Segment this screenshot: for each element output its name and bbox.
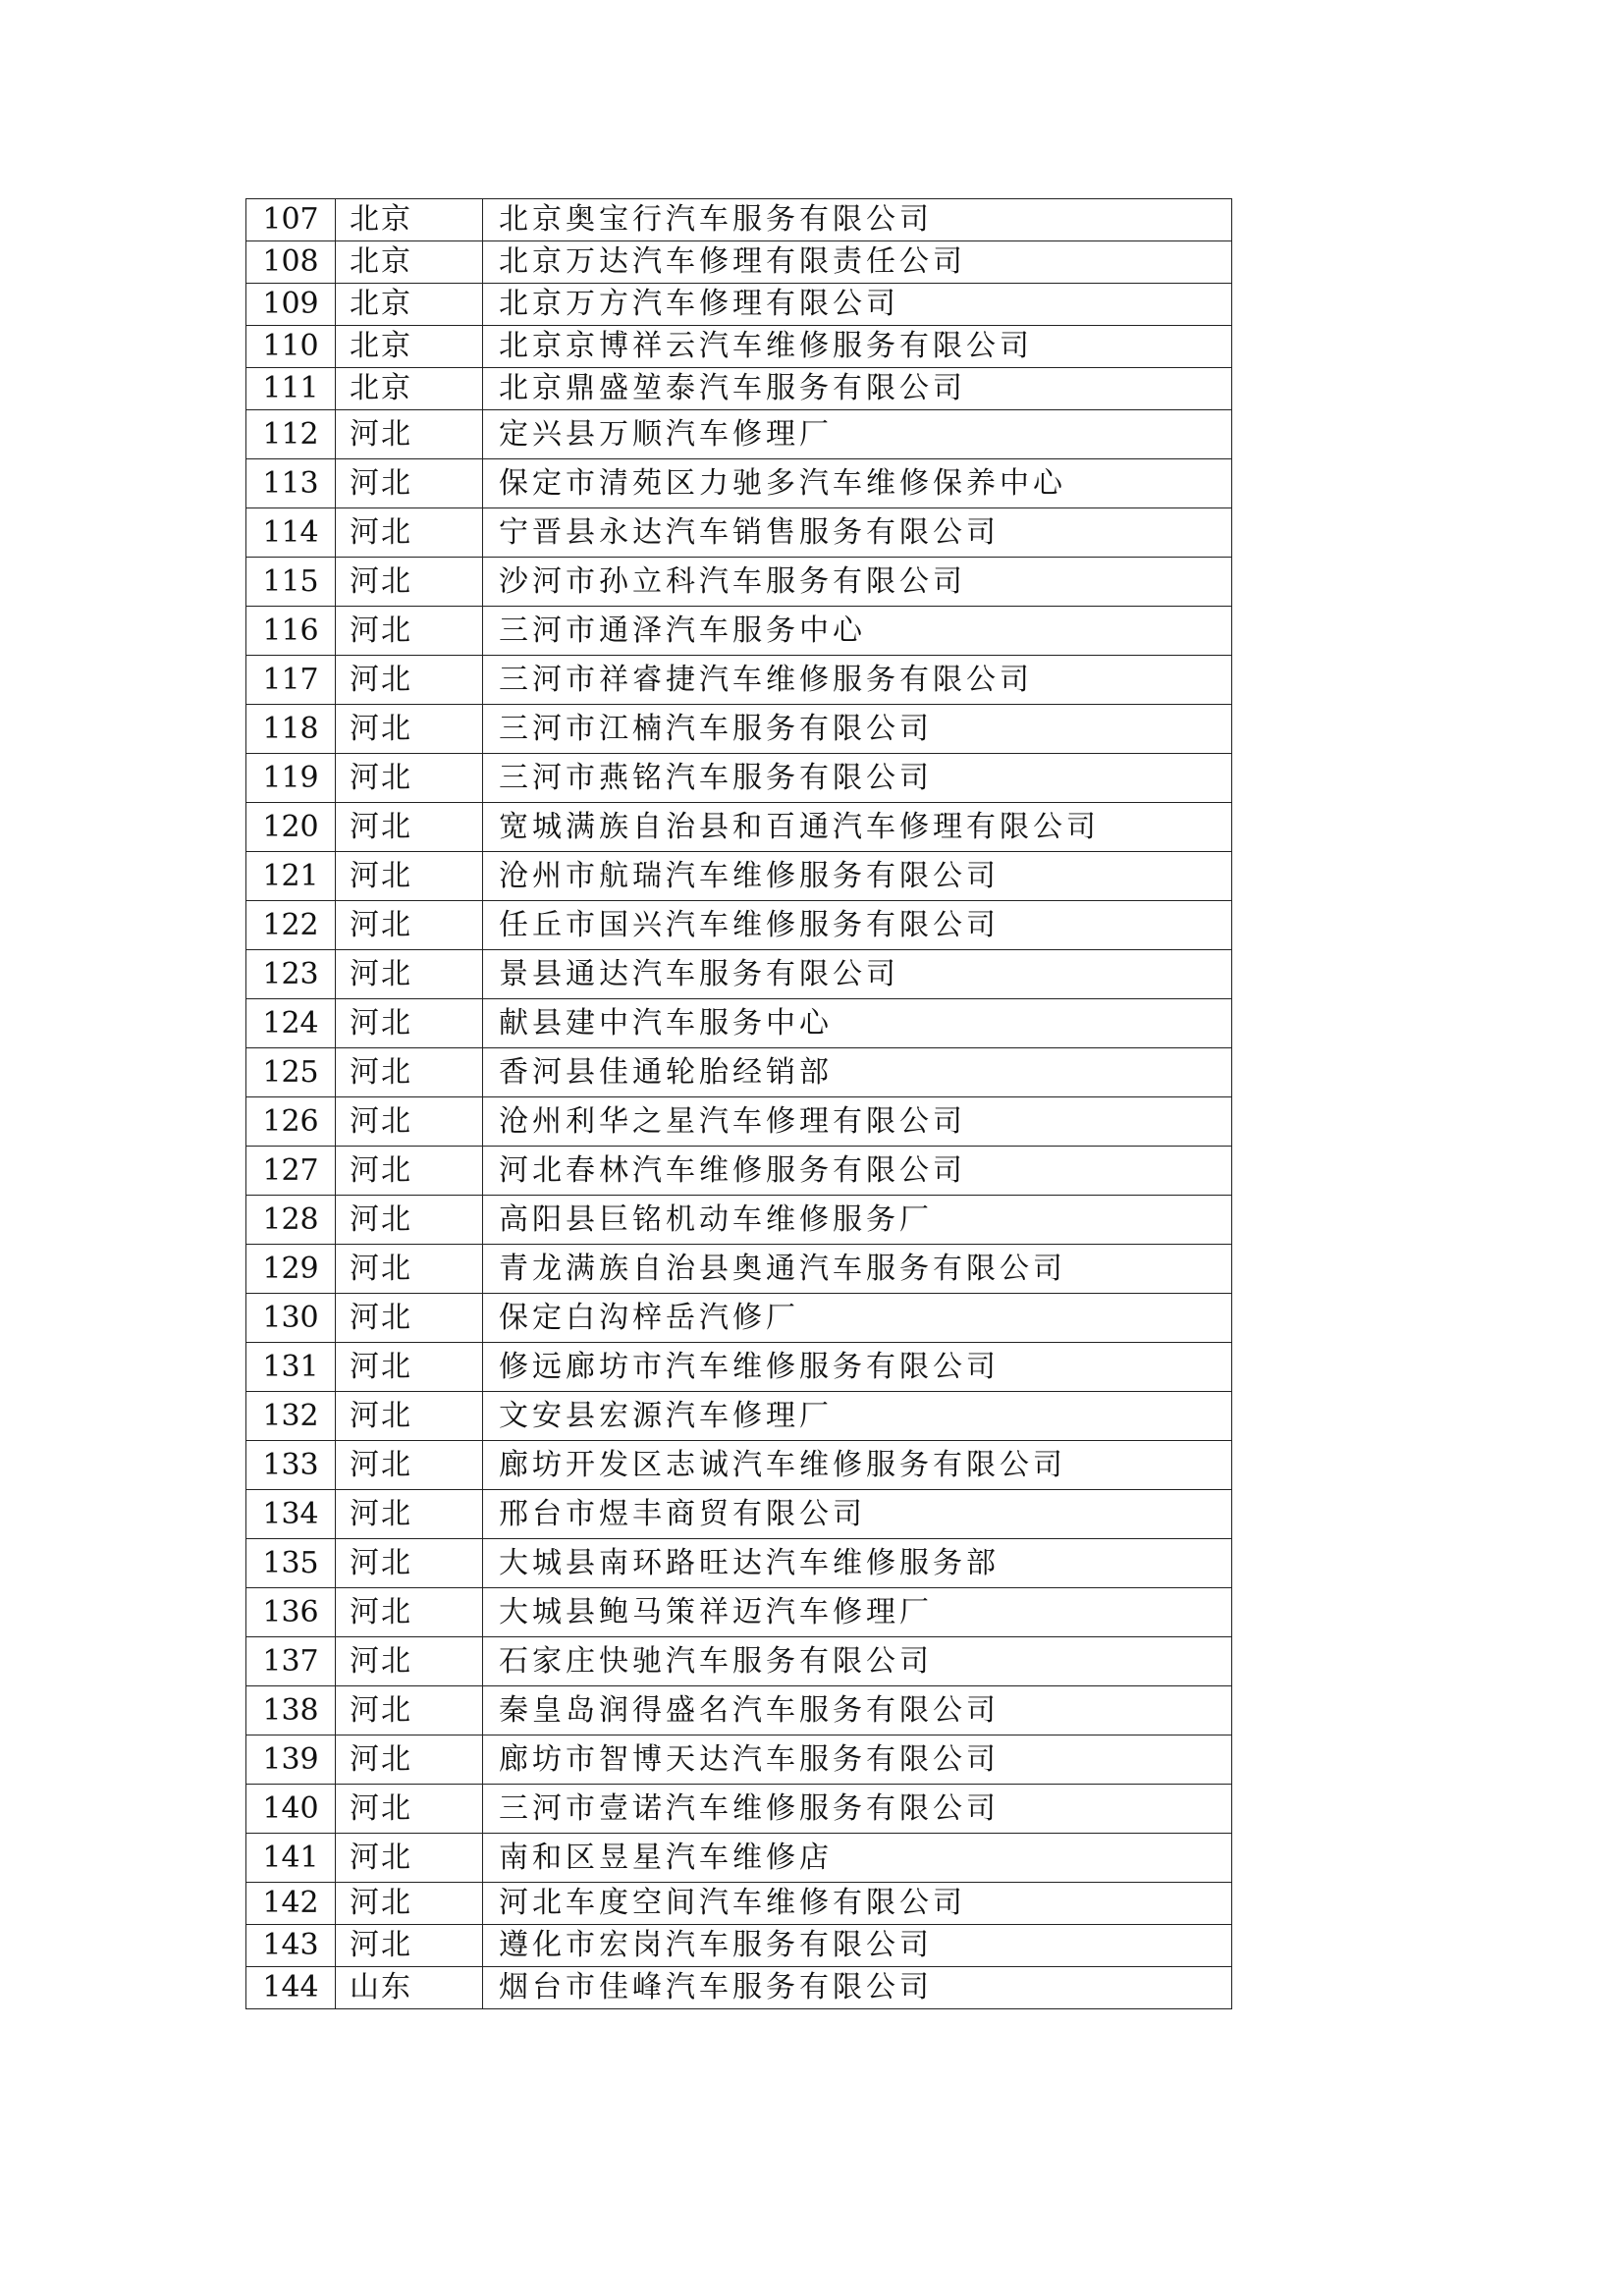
row-company: 北京京博祥云汽车维修服务有限公司	[483, 326, 1232, 368]
row-number: 131	[246, 1343, 336, 1392]
row-province: 山东	[336, 1967, 483, 2009]
row-number: 123	[246, 950, 336, 999]
row-company: 沧州市航瑞汽车维修服务有限公司	[483, 852, 1232, 901]
row-province: 河北	[336, 999, 483, 1048]
row-number: 144	[246, 1967, 336, 2009]
row-province: 河北	[336, 1441, 483, 1490]
row-province: 河北	[336, 1343, 483, 1392]
row-number: 114	[246, 508, 336, 558]
row-number: 108	[246, 241, 336, 284]
row-province: 北京	[336, 241, 483, 284]
table-row	[246, 410, 1232, 459]
table-row	[246, 852, 1232, 901]
table-row	[246, 284, 1232, 326]
row-company: 任丘市国兴汽车维修服务有限公司	[483, 901, 1232, 950]
row-province: 河北	[336, 1588, 483, 1637]
row-number: 140	[246, 1785, 336, 1834]
row-company: 香河县佳通轮胎经销部	[483, 1048, 1232, 1097]
table-row	[246, 1785, 1232, 1834]
table-row	[246, 1834, 1232, 1883]
row-company: 高阳县巨铭机动车维修服务厂	[483, 1196, 1232, 1245]
row-company: 河北车度空间汽车维修有限公司	[483, 1883, 1232, 1925]
row-company: 保定白沟梓岳汽修厂	[483, 1294, 1232, 1343]
row-province: 河北	[336, 1637, 483, 1686]
table-row	[246, 459, 1232, 508]
row-company: 廊坊开发区志诚汽车维修服务有限公司	[483, 1441, 1232, 1490]
row-province: 河北	[336, 1785, 483, 1834]
table-row	[246, 1490, 1232, 1539]
row-number: 133	[246, 1441, 336, 1490]
row-province: 河北	[336, 1097, 483, 1147]
row-number: 138	[246, 1686, 336, 1735]
row-number: 143	[246, 1925, 336, 1967]
row-company: 宁晋县永达汽车销售服务有限公司	[483, 508, 1232, 558]
row-province: 河北	[336, 1735, 483, 1785]
row-company: 沙河市孙立科汽车服务有限公司	[483, 558, 1232, 607]
row-number: 111	[246, 368, 336, 410]
row-company: 大城县鲍马策祥迈汽车修理厂	[483, 1588, 1232, 1637]
table-row	[246, 901, 1232, 950]
row-number: 119	[246, 754, 336, 803]
table-row	[246, 950, 1232, 999]
row-number: 132	[246, 1392, 336, 1441]
row-province: 河北	[336, 1196, 483, 1245]
row-number: 127	[246, 1147, 336, 1196]
row-number: 130	[246, 1294, 336, 1343]
row-company: 三河市燕铭汽车服务有限公司	[483, 754, 1232, 803]
row-province: 河北	[336, 1147, 483, 1196]
row-company: 烟台市佳峰汽车服务有限公司	[483, 1967, 1232, 2009]
table-row	[246, 999, 1232, 1048]
row-province: 河北	[336, 950, 483, 999]
row-number: 110	[246, 326, 336, 368]
row-province: 河北	[336, 1294, 483, 1343]
row-province: 河北	[336, 1834, 483, 1883]
row-province: 河北	[336, 705, 483, 754]
row-number: 136	[246, 1588, 336, 1637]
table-row	[246, 1392, 1232, 1441]
table-row	[246, 1883, 1232, 1925]
table-row	[246, 1048, 1232, 1097]
row-company: 河北春林汽车维修服务有限公司	[483, 1147, 1232, 1196]
table-row	[246, 1735, 1232, 1785]
row-province: 河北	[336, 1490, 483, 1539]
row-company: 北京鼎盛堃泰汽车服务有限公司	[483, 368, 1232, 410]
table-row	[246, 1925, 1232, 1967]
row-province: 北京	[336, 368, 483, 410]
table-row	[246, 1637, 1232, 1686]
table-row	[246, 705, 1232, 754]
row-province: 河北	[336, 901, 483, 950]
row-province: 河北	[336, 558, 483, 607]
row-company: 定兴县万顺汽车修理厂	[483, 410, 1232, 459]
row-number: 142	[246, 1883, 336, 1925]
table-row	[246, 1343, 1232, 1392]
row-number: 107	[246, 199, 336, 241]
row-company: 三河市江楠汽车服务有限公司	[483, 705, 1232, 754]
row-province: 河北	[336, 754, 483, 803]
table-row	[246, 368, 1232, 410]
table-row	[246, 803, 1232, 852]
row-province: 河北	[336, 1539, 483, 1588]
row-number: 124	[246, 999, 336, 1048]
table-row	[246, 1967, 1232, 2009]
row-number: 141	[246, 1834, 336, 1883]
row-company: 青龙满族自治县奥通汽车服务有限公司	[483, 1245, 1232, 1294]
row-number: 128	[246, 1196, 336, 1245]
table-row	[246, 1196, 1232, 1245]
row-province: 北京	[336, 284, 483, 326]
row-number: 135	[246, 1539, 336, 1588]
row-company: 景县通达汽车服务有限公司	[483, 950, 1232, 999]
row-company: 秦皇岛润得盛名汽车服务有限公司	[483, 1686, 1232, 1735]
row-company: 献县建中汽车服务中心	[483, 999, 1232, 1048]
table-row	[246, 607, 1232, 656]
row-company: 南和区昱星汽车维修店	[483, 1834, 1232, 1883]
row-company: 廊坊市智博天达汽车服务有限公司	[483, 1735, 1232, 1785]
table-row	[246, 326, 1232, 368]
table-row	[246, 1539, 1232, 1588]
row-company: 石家庄快驰汽车服务有限公司	[483, 1637, 1232, 1686]
table-row	[246, 1147, 1232, 1196]
row-province: 河北	[336, 1686, 483, 1735]
row-province: 河北	[336, 1245, 483, 1294]
row-number: 117	[246, 656, 336, 705]
row-company: 保定市清苑区力驰多汽车维修保养中心	[483, 459, 1232, 508]
row-company: 北京万达汽车修理有限责任公司	[483, 241, 1232, 284]
table-body	[246, 199, 1232, 2009]
table-row	[246, 508, 1232, 558]
row-number: 126	[246, 1097, 336, 1147]
table-row	[246, 1441, 1232, 1490]
row-company: 遵化市宏岗汽车服务有限公司	[483, 1925, 1232, 1967]
table-row	[246, 754, 1232, 803]
table-row	[246, 1245, 1232, 1294]
row-province: 河北	[336, 1392, 483, 1441]
row-province: 河北	[336, 607, 483, 656]
row-number: 118	[246, 705, 336, 754]
row-province: 河北	[336, 1883, 483, 1925]
row-number: 120	[246, 803, 336, 852]
table-row	[246, 199, 1232, 241]
row-company: 三河市通泽汽车服务中心	[483, 607, 1232, 656]
row-province: 河北	[336, 656, 483, 705]
row-company: 大城县南环路旺达汽车维修服务部	[483, 1539, 1232, 1588]
row-province: 河北	[336, 508, 483, 558]
row-number: 116	[246, 607, 336, 656]
table-row	[246, 656, 1232, 705]
table-row	[246, 1097, 1232, 1147]
row-number: 122	[246, 901, 336, 950]
row-province: 河北	[336, 1048, 483, 1097]
row-company: 北京奥宝行汽车服务有限公司	[483, 199, 1232, 241]
company-list-table	[245, 198, 1232, 2009]
table-row	[246, 1588, 1232, 1637]
row-province: 北京	[336, 326, 483, 368]
table-row	[246, 1686, 1232, 1735]
table-row	[246, 558, 1232, 607]
row-number: 112	[246, 410, 336, 459]
row-number: 109	[246, 284, 336, 326]
row-number: 113	[246, 459, 336, 508]
row-company: 邢台市煜丰商贸有限公司	[483, 1490, 1232, 1539]
row-company: 文安县宏源汽车修理厂	[483, 1392, 1232, 1441]
row-province: 河北	[336, 852, 483, 901]
row-company: 沧州利华之星汽车修理有限公司	[483, 1097, 1232, 1147]
row-number: 129	[246, 1245, 336, 1294]
row-number: 139	[246, 1735, 336, 1785]
table-row	[246, 1294, 1232, 1343]
row-number: 137	[246, 1637, 336, 1686]
row-number: 134	[246, 1490, 336, 1539]
row-province: 河北	[336, 459, 483, 508]
row-number: 115	[246, 558, 336, 607]
row-number: 125	[246, 1048, 336, 1097]
row-company: 三河市祥睿捷汽车维修服务有限公司	[483, 656, 1232, 705]
row-province: 河北	[336, 1925, 483, 1967]
row-company: 修远廊坊市汽车维修服务有限公司	[483, 1343, 1232, 1392]
table-row	[246, 241, 1232, 284]
row-province: 河北	[336, 803, 483, 852]
row-number: 121	[246, 852, 336, 901]
row-company: 宽城满族自治县和百通汽车修理有限公司	[483, 803, 1232, 852]
row-company: 北京万方汽车修理有限公司	[483, 284, 1232, 326]
row-province: 北京	[336, 199, 483, 241]
row-province: 河北	[336, 410, 483, 459]
row-company: 三河市壹诺汽车维修服务有限公司	[483, 1785, 1232, 1834]
